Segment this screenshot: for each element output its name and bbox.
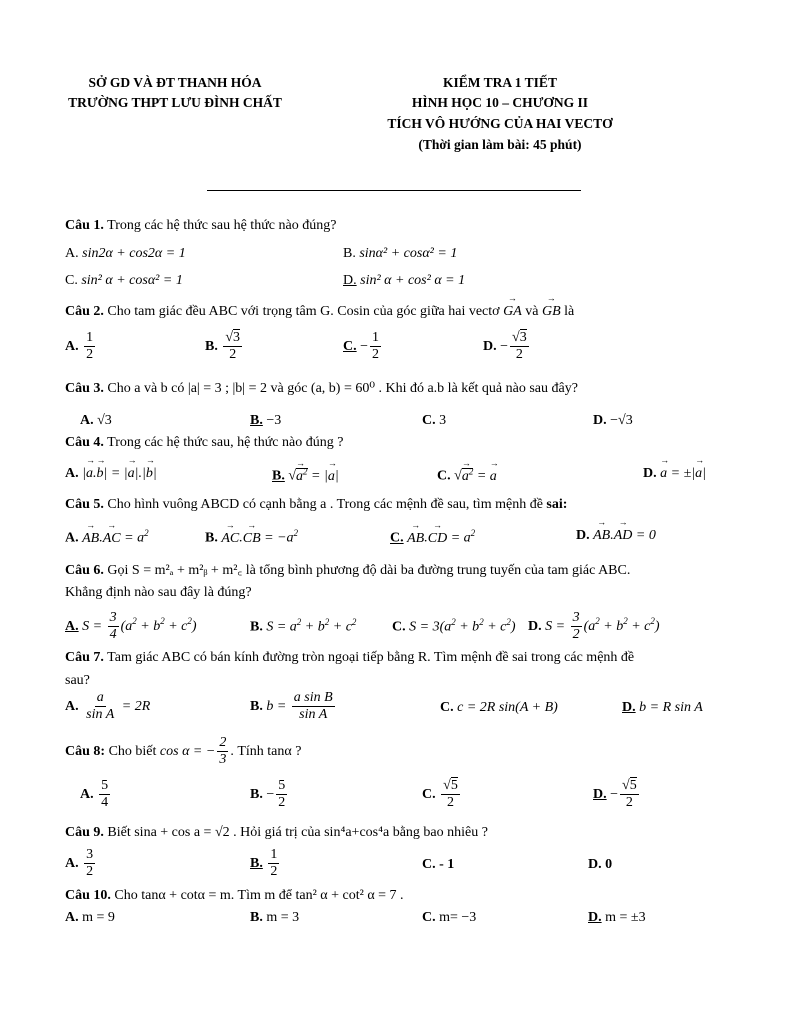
q6-option-c: C. $S = 3(a^2 + b^2 + c^2)$	[392, 617, 516, 635]
q7-option-d: D. b = R sin A	[622, 700, 703, 715]
q4-label: Câu 4.	[65, 435, 104, 450]
q5-option-d: D. → AB.→ AD = 0	[576, 528, 656, 544]
q1-label: Câu 1.	[65, 218, 104, 233]
q5-option-c: C. → AB.→ CD = $a^2$	[390, 528, 475, 547]
q7-label: Câu 7.	[65, 650, 104, 665]
q8-option-c: C. $\frac{√5}{2}$	[422, 778, 458, 811]
q7-c-text: c = 2R sin(A + B)	[457, 700, 558, 715]
exam-time: (Thời gian làm bài: 45 phút)	[418, 137, 582, 152]
q6-option-b: B. $S = a^2 + b^2 + c^2$	[250, 617, 357, 635]
q7-option-a: A. $\frac{a}{\text{sin A}}$ = 2R	[65, 690, 151, 723]
q3-label: Câu 3.	[65, 381, 104, 396]
q9-text: Biết sina + cos a = √2 . Hỏi giá trị của sin⁴a+cos⁴a bằng bao nhiêu ?	[103, 825, 488, 840]
q7-text1: Tam giác ABC có bán kính đường tròn ngoại tiếp bằng R. Tìm mệnh đề sai trong các mệnh đề	[103, 650, 635, 665]
q2-label: Câu 2.	[65, 304, 104, 319]
q3-option-d: D. −√3	[593, 413, 633, 428]
q6-label: Câu 6.	[65, 563, 104, 578]
q2-vector-ga: → GA	[503, 304, 522, 320]
q1-text: Trong các hệ thức sau hệ thức nào đúng?	[103, 218, 337, 233]
question-1	[65, 218, 336, 234]
question-10	[65, 888, 404, 904]
q1-a-text: sin2α + cos2α = 1	[82, 246, 186, 261]
q4-option-c: C. √→ $a^2$ = → a	[437, 466, 497, 485]
q1-option-c: C. sin² α + cosα² = 1	[65, 273, 183, 288]
q6-text1: Gọi S = m²ₐ + m²ᵦ + m²꜀ là tổng bình phương độ dài ba đường trung tuyến của tam giác ABC.	[103, 563, 631, 578]
q2-option-b: B. $\frac{√3}{2}$	[205, 330, 241, 363]
q10-option-a: A. m = 9	[65, 910, 115, 925]
q10-d-text: m = ±3	[605, 910, 646, 925]
q7-text-2: sau?	[65, 673, 90, 688]
q2-text: Cho tam giác đều ABC với trọng tâm G. Cosin của góc giữa hai vectơ	[103, 304, 500, 319]
q8-option-b: B. − $\frac{5}{2}$	[250, 778, 286, 811]
q8-text: Cho biết	[105, 743, 157, 759]
q5-option-b: B. → AC.→ CB = $-a^2$	[205, 528, 298, 547]
q9-label: Câu 9.	[65, 825, 104, 840]
q2-and: và	[521, 304, 542, 319]
q8-end: . Tính tanα ?	[230, 743, 302, 759]
q8-label: Câu 8:	[65, 743, 106, 759]
q3-a-text: √3	[97, 413, 112, 428]
q10-label: Câu 10.	[65, 888, 111, 903]
q7-option-b: B. b = $\frac{\text{a sin B}}{\text{sin A}}$	[250, 690, 333, 723]
q3-c-text: 3	[439, 413, 447, 428]
question-7	[65, 650, 634, 666]
q3-b-text: −3	[266, 413, 282, 428]
q2-option-a: A. $\frac{1}{2}$	[65, 330, 94, 363]
q3-text: Cho a và b có |a| = 3 ; |b| = 2 và góc (a, b) = 60⁰ . Khi đó a.b là kết quả nào sau đây?	[103, 381, 578, 396]
q2-end: là	[560, 304, 575, 319]
q2-option-d: D. − $\frac{√3}{2}$	[483, 330, 527, 363]
q3-option-a: A. √3	[80, 413, 112, 428]
question-3	[65, 380, 578, 397]
q4-option-a: A. |→ a.→ b| = |→ a|.|→ b|	[65, 466, 157, 482]
q5-label: Câu 5.	[65, 497, 104, 512]
q1-b-text: sinα² + cosα² = 1	[359, 246, 458, 261]
question-8: Câu 8: Cho biết cos α = − $\frac{2}{3}$ . Tính tanα ?	[65, 735, 302, 768]
q6-option-a: A. S = $\frac{3}{4}$ $(a^2 + b^2 + c^2)$	[65, 610, 197, 643]
q2-vector-gb: → GB	[542, 304, 561, 320]
q9-option-c: C. - 1	[422, 857, 455, 872]
divider	[207, 190, 581, 191]
q3-option-c: C. 3	[422, 413, 447, 428]
q7-option-c: C. c = 2R sin(A + B)	[440, 700, 558, 715]
q10-a-text: m = 9	[82, 910, 115, 925]
q8-option-a: A. $\frac{5}{4}$	[80, 778, 109, 811]
q10-option-d: D. m = ±3	[588, 910, 646, 925]
q1-option-b: B. sinα² + cosα² = 1	[343, 246, 458, 261]
q10-option-c: C. m= −3	[422, 910, 477, 925]
q1-option-a: A. sin2α + cos2α = 1	[65, 246, 186, 261]
q9-option-d: D. 0	[588, 857, 613, 872]
q7-d-text: b = R sin A	[639, 700, 703, 715]
q5-bold: sai:	[546, 497, 568, 512]
q6-option-d: D. S = $\frac{3}{2}$ $(a^2 + b^2 + c^2)$	[528, 610, 660, 643]
question-2	[65, 304, 574, 320]
exam-topic: TÍCH VÔ HƯỚNG CỦA HAI VECTƠ	[387, 116, 613, 131]
q2-option-c: C. − $\frac{1}{2}$	[343, 330, 380, 363]
q10-text: Cho tanα + cotα = m. Tìm m để tan² α + cot² α = 7 .	[110, 888, 404, 903]
q5-option-a: A. → AB.→ AC = $a^2$	[65, 528, 149, 547]
school-dept: SỞ GD VÀ ĐT THANH HÓA	[88, 75, 262, 90]
q1-c-text: sin² α + cosα² = 1	[81, 273, 183, 288]
q10-b-text: m = 3	[266, 910, 300, 925]
school-name: TRƯỜNG THPT LƯU ĐÌNH CHẤT	[68, 95, 282, 110]
q4-option-d: D. → a = ±|→ a|	[643, 466, 706, 482]
q3-option-b: B. −3	[250, 413, 282, 428]
q3-d-text: −√3	[610, 413, 633, 428]
q10-c-text: m= −3	[439, 910, 477, 925]
question-9	[65, 825, 488, 841]
q8-option-d: D. − $\frac{√5}{2}$	[593, 778, 637, 811]
q9-option-b: B. $\frac{1}{2}$	[250, 847, 278, 880]
q4-option-b: B. √→ $a^2$ = |→ a|	[272, 466, 339, 485]
q10-option-b: B. m = 3	[250, 910, 300, 925]
exam-subject: HÌNH HỌC 10 – CHƯƠNG II	[411, 95, 589, 110]
q1-d-text: sin² α + cos² α = 1	[360, 273, 466, 288]
q1-option-d: D. sin² α + cos² α = 1	[343, 273, 466, 288]
question-5	[65, 497, 567, 513]
q5-text: Cho hình vuông ABCD có cạnh bằng a . Trong các mệnh đề sau, tìm mệnh đề	[103, 497, 547, 512]
q6-text-2: Khẳng định nào sau đây là đúng?	[65, 585, 252, 600]
question-6	[65, 560, 630, 579]
exam-title: KIỂM TRA 1 TIẾT	[443, 75, 557, 90]
question-4	[65, 435, 343, 451]
q4-text: Trong các hệ thức sau, hệ thức nào đúng ?	[103, 435, 344, 450]
q9-option-a: A. $\frac{3}{2}$	[65, 847, 94, 880]
